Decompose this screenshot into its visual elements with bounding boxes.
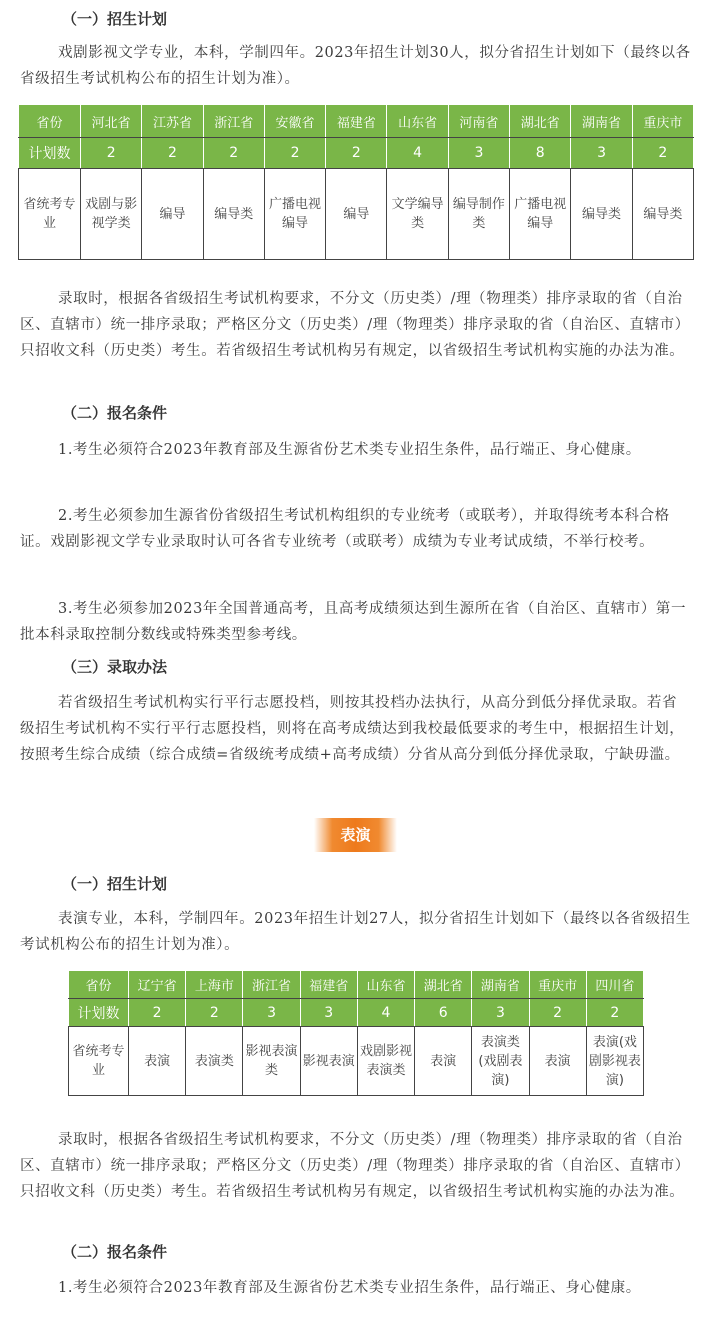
count-cell: 3 [243, 999, 300, 1027]
province-cell: 湖北省 [510, 105, 571, 138]
table-header-row [69, 971, 644, 999]
count-cell: 3 [448, 138, 509, 169]
count-cell: 2 [142, 138, 203, 169]
section-heading-admission-method: （三）录取办法 [62, 658, 168, 676]
count-label-cell: 计划数 [69, 999, 129, 1027]
count-cell: 2 [81, 138, 142, 169]
condition-1: 1.考生必须符合2023年教育部及生源省份艺术类专业招生条件，品行端正、身心健康。 [58, 1280, 641, 1296]
province-cell: 重庆市 [632, 105, 693, 138]
province-cell: 河南省 [448, 105, 509, 138]
table-category-row [19, 169, 694, 260]
count-cell: 3 [571, 138, 632, 169]
category-label-cell: 省统考专业 [19, 169, 81, 260]
count-label-cell: 计划数 [19, 138, 81, 169]
province-cell: 湖南省 [472, 971, 529, 999]
province-cell: 浙江省 [243, 971, 300, 999]
category-cell: 表演 [529, 1027, 586, 1096]
category-cell: 表演类(戏剧表演) [472, 1027, 529, 1096]
category-cell: 编导类 [203, 169, 264, 260]
province-cell: 江苏省 [142, 105, 203, 138]
count-cell: 4 [357, 999, 414, 1027]
intro-paragraph: 戏剧影视文学专业，本科，学制四年。2023年招生计划30人，拟分省招生计划如下（最终以各省级招生考试机构公布的招生计划为准）。 [20, 45, 691, 87]
count-cell: 2 [186, 999, 243, 1027]
province-cell: 安徽省 [264, 105, 325, 138]
enrollment-plan-table [68, 970, 644, 1096]
count-cell: 2 [203, 138, 264, 169]
condition-2: 2.考生必须参加生源省份省级招生考试机构组织的专业统考（或联考），并取得统考本科合格证。戏剧影视文学专业录取时认可各省专业统考（或联考）成绩为专业考试成绩，不举行校考。 [20, 508, 670, 550]
count-cell: 4 [387, 138, 448, 169]
enrollment-plan-table [18, 104, 694, 260]
header-cell: 省份 [19, 105, 81, 138]
province-cell: 福建省 [300, 971, 357, 999]
section-heading-enrollment-plan: （一）招生计划 [62, 875, 168, 893]
category-cell: 编导类 [632, 169, 693, 260]
category-cell: 表演(戏剧影视表演) [586, 1027, 643, 1096]
table-count-row [69, 999, 644, 1027]
count-cell: 2 [632, 138, 693, 169]
major-badge-performance: 表演 [314, 818, 397, 852]
table-count-row [19, 138, 694, 169]
section-heading-application: （二）报名条件 [62, 1243, 168, 1261]
section-heading-application: （二）报名条件 [62, 404, 168, 422]
count-cell: 3 [300, 999, 357, 1027]
table-category-row [69, 1027, 644, 1096]
category-cell: 表演类 [186, 1027, 243, 1096]
category-cell: 表演 [415, 1027, 472, 1096]
province-cell: 辽宁省 [129, 971, 186, 999]
province-cell: 山东省 [357, 971, 414, 999]
category-label-cell: 省统考专业 [69, 1027, 129, 1096]
category-cell: 广播电视编导 [510, 169, 571, 260]
province-cell: 重庆市 [529, 971, 586, 999]
count-cell: 2 [264, 138, 325, 169]
count-cell: 6 [415, 999, 472, 1027]
category-cell: 影视表演 [300, 1027, 357, 1096]
section-heading-enrollment-plan: （一）招生计划 [62, 10, 168, 28]
category-cell: 影视表演类 [243, 1027, 300, 1096]
category-cell: 戏剧影视表演类 [357, 1027, 414, 1096]
count-cell: 3 [472, 999, 529, 1027]
category-cell: 编导 [142, 169, 203, 260]
header-cell: 省份 [69, 971, 129, 999]
count-cell: 8 [510, 138, 571, 169]
province-cell: 湖南省 [571, 105, 632, 138]
intro-paragraph: 表演专业，本科，学制四年。2023年招生计划27人，拟分省招生计划如下（最终以各省级招生考试机构公布的招生计划为准）。 [20, 911, 691, 953]
condition-3: 3.考生必须参加2023年全国普通高考，且高考成绩须达到生源所在省（自治区、直辖市）第一批本科录取控制分数线或特殊类型参考线。 [20, 601, 687, 643]
category-cell: 表演 [129, 1027, 186, 1096]
province-cell: 福建省 [326, 105, 387, 138]
category-cell: 编导 [326, 169, 387, 260]
admission-note-paragraph: 录取时，根据各省级招生考试机构要求，不分文（历史类）/理（物理类）排序录取的省（自治区、直辖市）统一排序录取；严格区分文（历史类）/理（物理类）排序录取的省（自治区、直辖市）只招收文科（历史类）考生。若省级招生考试机构另有规定，以省级招生考试机构实施的办法为准。 [20, 291, 690, 359]
table-header-row [19, 105, 694, 138]
province-cell: 河北省 [81, 105, 142, 138]
province-cell: 湖北省 [415, 971, 472, 999]
category-cell: 文学编导类 [387, 169, 448, 260]
category-cell: 编导制作类 [448, 169, 509, 260]
condition-1: 1.考生必须符合2023年教育部及生源省份艺术类专业招生条件，品行端正、身心健康。 [58, 442, 641, 458]
count-cell: 2 [586, 999, 643, 1027]
category-cell: 编导类 [571, 169, 632, 260]
province-cell: 上海市 [186, 971, 243, 999]
count-cell: 2 [129, 999, 186, 1027]
province-cell: 四川省 [586, 971, 643, 999]
category-cell: 戏剧与影视学类 [81, 169, 142, 260]
count-cell: 2 [529, 999, 586, 1027]
admission-note-paragraph: 录取时，根据各省级招生考试机构要求，不分文（历史类）/理（物理类）排序录取的省（自治区、直辖市）统一排序录取；严格区分文（历史类）/理（物理类）排序录取的省（自治区、直辖市）只招收文科（历史类）考生。若省级招生考试机构另有规定，以省级招生考试机构实施的办法为准。 [20, 1132, 690, 1200]
province-cell: 浙江省 [203, 105, 264, 138]
category-cell: 广播电视编导 [264, 169, 325, 260]
count-cell: 2 [326, 138, 387, 169]
province-cell: 山东省 [387, 105, 448, 138]
admission-method-paragraph: 若省级招生考试机构实行平行志愿投档，则按其投档办法执行，从高分到低分择优录取。若省级招生考试机构不实行平行志愿投档，则将在高考成绩达到我校最低要求的考生中，根据招生计划，按照考生综合成绩（综合成绩=省级统考成绩+高考成绩）分省从高分到低分择优录取，宁缺毋滥。 [20, 695, 685, 763]
